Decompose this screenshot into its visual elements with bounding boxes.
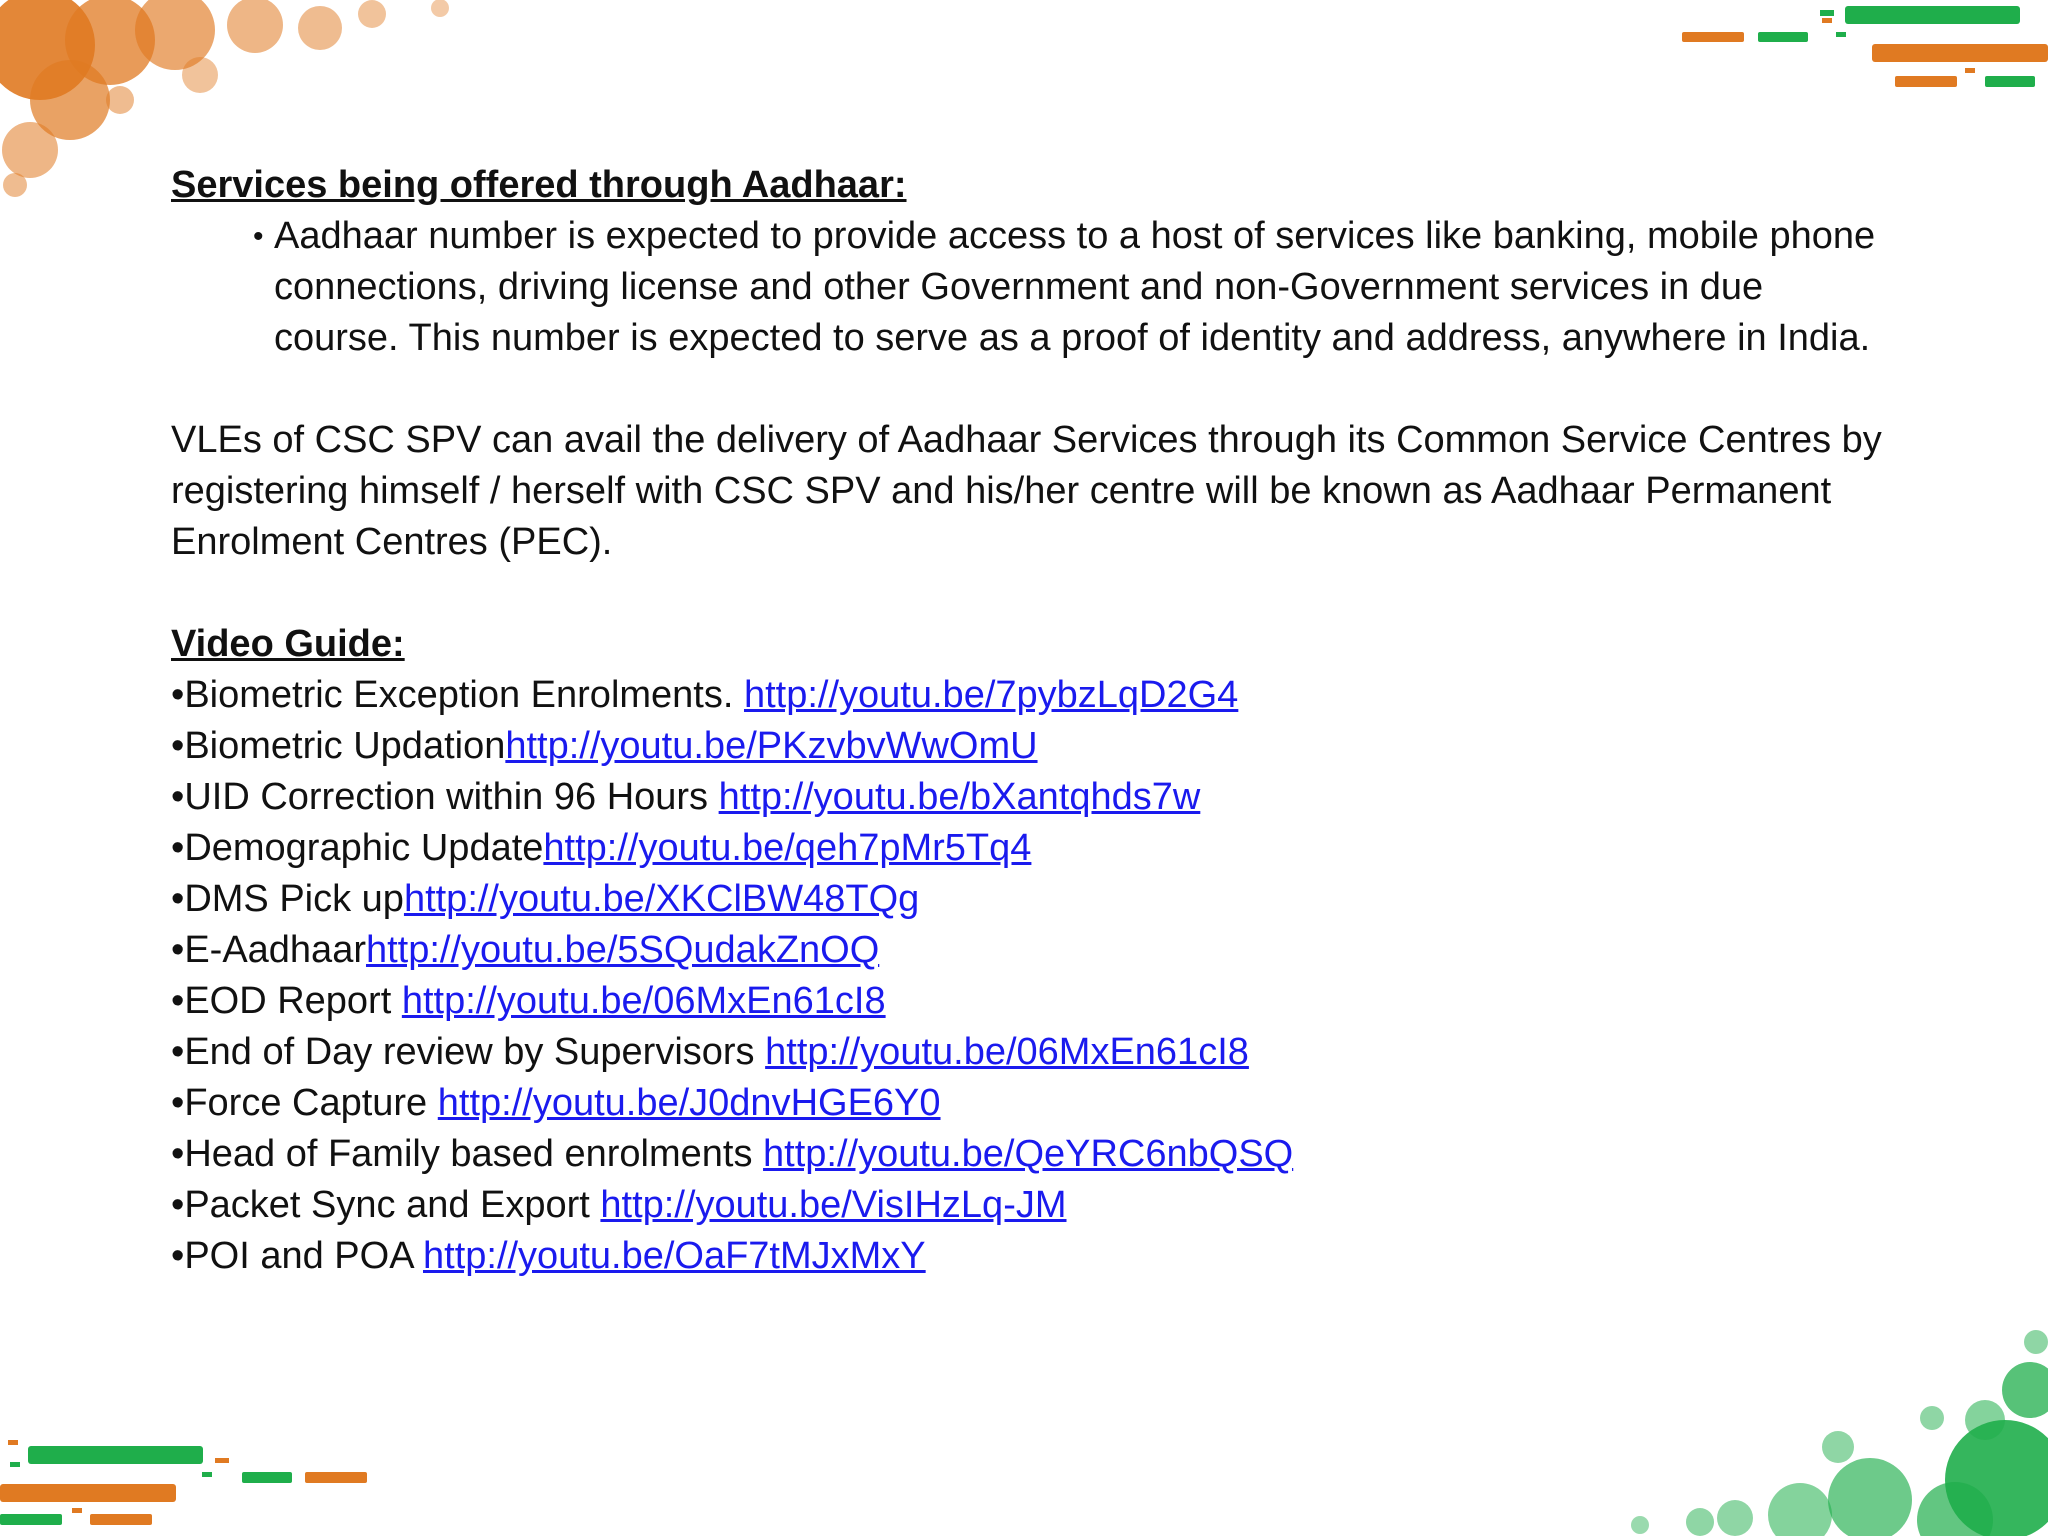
video-guide-link[interactable]: http://youtu.be/qeh7pMr5Tq4	[543, 827, 1032, 869]
bullet-dot: •	[253, 220, 264, 253]
bullet-dot: •	[171, 1133, 185, 1175]
video-guide-label: Biometric Updation	[184, 725, 506, 767]
bullet-dot: •	[171, 725, 185, 767]
bullet-dot: •	[171, 1235, 185, 1277]
video-guide-heading: Video Guide:	[171, 623, 405, 665]
spacer	[171, 364, 1891, 415]
video-guide-item	[171, 976, 1891, 1027]
video-guide-item	[171, 1078, 1891, 1129]
bullet-dot: •	[171, 1082, 185, 1124]
bullet-dot: •	[171, 1031, 185, 1073]
video-guide-item	[171, 1027, 1891, 1078]
video-guide-link[interactable]: http://youtu.be/06MxEn61cI8	[401, 980, 886, 1022]
video-guide-label: DMS Pick up	[184, 878, 404, 920]
bullet-dot: •	[171, 980, 185, 1022]
video-guide-list	[171, 670, 1891, 1282]
bullet-dot: •	[171, 776, 185, 818]
vle-paragraph: VLEs of CSC SPV can avail the delivery of Aadhaar Services through its Common Service Centres by registering himself / herself with CSC SPV and his/her centre will be known as Aadhaar Permanent Enrolment Centres (PEC).	[171, 419, 1882, 563]
video-guide-label: E-Aadhaar	[184, 929, 366, 971]
video-guide-item	[171, 823, 1891, 874]
video-guide-label: Head of Family based enrolments	[184, 1133, 764, 1175]
video-guide-label: Packet Sync and Export	[184, 1184, 601, 1226]
video-guide-link[interactable]: http://youtu.be/OaF7tMJxMxY	[423, 1235, 926, 1277]
video-guide-label: POI and POA	[184, 1235, 423, 1277]
video-guide-label: Demographic Update	[184, 827, 544, 869]
bullet-dot: •	[171, 878, 185, 920]
video-guide-item	[171, 925, 1891, 976]
video-guide-label: End of Day review by Supervisors	[184, 1031, 766, 1073]
video-guide-item	[171, 1180, 1891, 1231]
bullet-dot: •	[171, 1184, 185, 1226]
video-guide-link[interactable]: http://youtu.be/7pybzLqD2G4	[743, 674, 1239, 716]
video-guide-link[interactable]: http://youtu.be/bXantqhds7w	[718, 776, 1201, 818]
bullet-dot: •	[171, 929, 185, 971]
video-guide-item	[171, 772, 1891, 823]
video-guide-label: EOD Report	[184, 980, 402, 1022]
services-bullet	[171, 211, 1891, 364]
video-guide-link[interactable]: http://youtu.be/5SQudakZnOQ	[365, 929, 880, 971]
video-guide-link[interactable]: http://youtu.be/XKClBW48TQg	[403, 878, 920, 920]
video-guide-link[interactable]: http://youtu.be/J0dnvHGE6Y0	[437, 1082, 941, 1124]
green-bubbles-bottom-right	[1631, 1330, 2048, 1536]
video-guide-item	[171, 721, 1891, 772]
bullet-dot: •	[171, 827, 185, 869]
services-heading: Services being offered through Aadhaar:	[171, 164, 907, 206]
bullet-dot: •	[171, 674, 185, 716]
video-guide-link[interactable]: http://youtu.be/06MxEn61cI8	[765, 1031, 1249, 1073]
video-guide-link[interactable]: http://youtu.be/QeYRC6nbQSQ	[763, 1133, 1294, 1175]
video-guide-link[interactable]: http://youtu.be/VisIHzLq-JM	[600, 1184, 1067, 1226]
video-guide-item	[171, 1129, 1891, 1180]
video-guide-link[interactable]: http://youtu.be/PKzvbvWwOmU	[505, 725, 1038, 767]
dashes-bottom-left	[0, 1440, 367, 1525]
video-guide-item	[171, 1231, 1891, 1282]
services-bullet-text: Aadhaar number is expected to provide access to a host of services like banking, mobile phone connections, driving license and other Government and non-Government services in due course. This number is expected to serve as a proof of identity and address, anywhere in India.	[274, 215, 1876, 359]
video-guide-item	[171, 670, 1891, 721]
slide-content	[171, 160, 1891, 1282]
video-guide-label: Biometric Exception Enrolments.	[184, 674, 744, 716]
video-guide-label: UID Correction within 96 Hours	[184, 776, 719, 818]
video-guide-label: Force Capture	[184, 1082, 438, 1124]
spacer	[171, 568, 1891, 619]
video-guide-item	[171, 874, 1891, 925]
dashes-top-right	[1682, 6, 2048, 87]
